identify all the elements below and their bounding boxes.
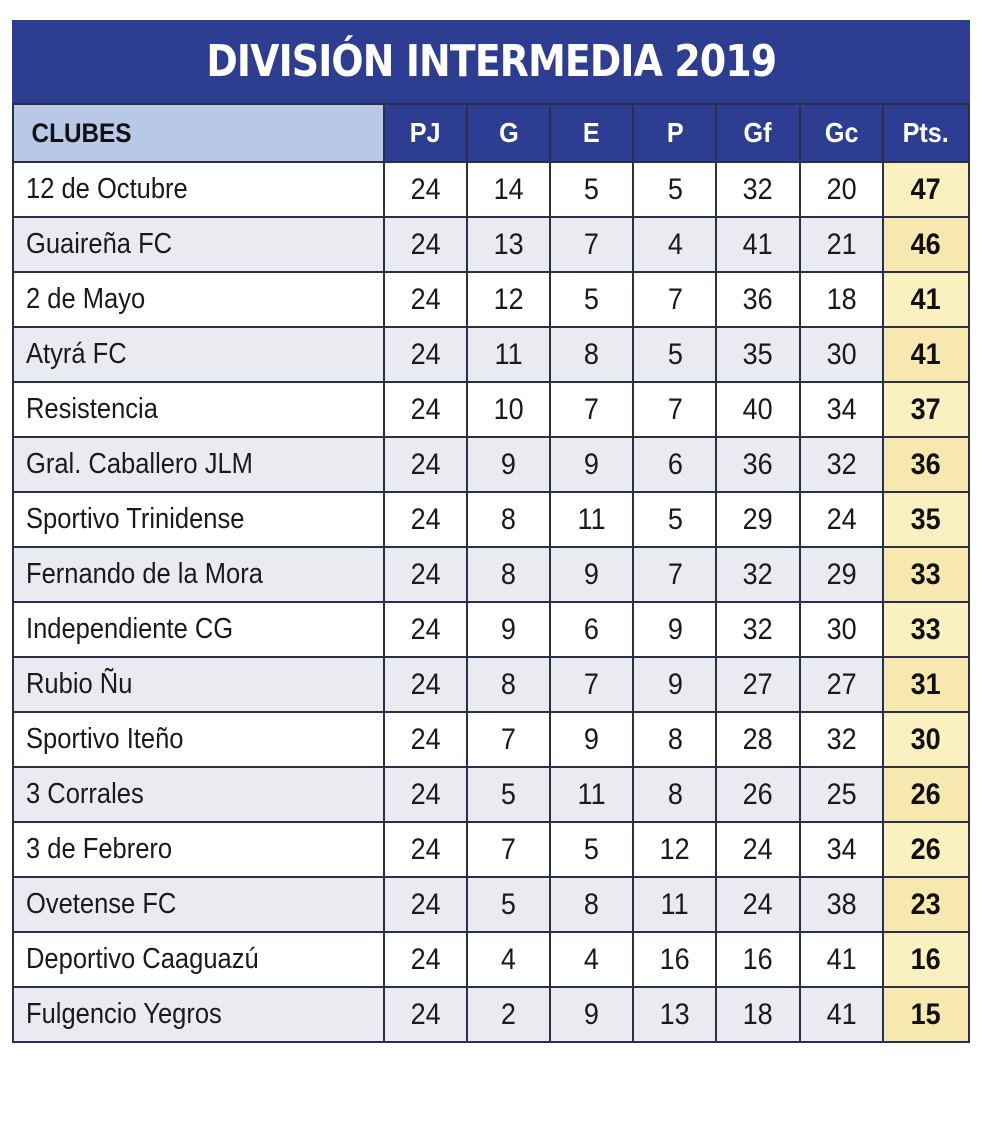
stat-cell-gc: 25 <box>800 767 883 822</box>
column-header-gf: Gf <box>716 104 799 162</box>
stat-cell-g: 4 <box>467 932 550 987</box>
stat-cell-pj: 24 <box>384 767 467 822</box>
stat-cell-p: 7 <box>633 382 716 437</box>
stat-cell-gc: 41 <box>800 987 883 1042</box>
stat-cell-pj: 24 <box>384 547 467 602</box>
stat-cell-gf: 36 <box>716 272 799 327</box>
stat-cell-pj: 24 <box>384 437 467 492</box>
column-header-pj: PJ <box>384 104 467 162</box>
stat-cell-gf: 41 <box>716 217 799 272</box>
stat-cell-e: 9 <box>550 987 633 1042</box>
stat-cell-pts: 26 <box>883 822 969 877</box>
stat-cell-pj: 24 <box>384 492 467 547</box>
club-name-cell: Sportivo Trinidense <box>13 492 384 547</box>
stat-cell-e: 8 <box>550 327 633 382</box>
club-name-cell: Rubio Ñu <box>13 657 384 712</box>
stat-cell-p: 7 <box>633 547 716 602</box>
stat-cell-p: 9 <box>633 602 716 657</box>
stat-cell-e: 5 <box>550 162 633 217</box>
stat-cell-e: 7 <box>550 657 633 712</box>
club-name-cell: Gral. Caballero JLM <box>13 437 384 492</box>
stat-cell-pts: 35 <box>883 492 969 547</box>
stat-cell-gc: 32 <box>800 437 883 492</box>
table-title: DIVISIÓN INTERMEDIA 2019 <box>206 36 776 87</box>
stat-cell-pts: 37 <box>883 382 969 437</box>
table-row <box>13 382 969 437</box>
stat-cell-gf: 32 <box>716 602 799 657</box>
stat-cell-gf: 40 <box>716 382 799 437</box>
club-name-cell: Ovetense FC <box>13 877 384 932</box>
stat-cell-p: 8 <box>633 767 716 822</box>
table-row <box>13 217 969 272</box>
stat-cell-p: 6 <box>633 437 716 492</box>
stat-cell-pj: 24 <box>384 162 467 217</box>
table-row <box>13 767 969 822</box>
column-header-e: E <box>550 104 633 162</box>
stat-cell-gf: 24 <box>716 877 799 932</box>
stat-cell-e: 11 <box>550 767 633 822</box>
column-header-clubes: CLUBES <box>13 104 384 162</box>
stat-cell-gc: 21 <box>800 217 883 272</box>
stat-cell-pts: 36 <box>883 437 969 492</box>
stat-cell-gf: 28 <box>716 712 799 767</box>
stat-cell-pts: 47 <box>883 162 969 217</box>
stat-cell-g: 7 <box>467 712 550 767</box>
stat-cell-g: 8 <box>467 657 550 712</box>
stat-cell-e: 6 <box>550 602 633 657</box>
stat-cell-gc: 30 <box>800 327 883 382</box>
stat-cell-gc: 20 <box>800 162 883 217</box>
stat-cell-g: 9 <box>467 602 550 657</box>
club-name-cell: Atyrá FC <box>13 327 384 382</box>
stat-cell-e: 9 <box>550 712 633 767</box>
table-row <box>13 602 969 657</box>
stat-cell-pts: 33 <box>883 602 969 657</box>
stat-cell-pj: 24 <box>384 602 467 657</box>
stat-cell-gc: 38 <box>800 877 883 932</box>
stat-cell-pj: 24 <box>384 822 467 877</box>
stat-cell-e: 4 <box>550 932 633 987</box>
stat-cell-pj: 24 <box>384 217 467 272</box>
club-name-cell: 3 de Febrero <box>13 822 384 877</box>
stat-cell-gc: 30 <box>800 602 883 657</box>
stat-cell-gf: 26 <box>716 767 799 822</box>
stat-cell-gc: 18 <box>800 272 883 327</box>
stat-cell-e: 11 <box>550 492 633 547</box>
column-header-g: G <box>467 104 550 162</box>
club-name-cell: Fulgencio Yegros <box>13 987 384 1042</box>
stat-cell-pj: 24 <box>384 272 467 327</box>
table-row <box>13 547 969 602</box>
stat-cell-gc: 27 <box>800 657 883 712</box>
club-name-cell: 2 de Mayo <box>13 272 384 327</box>
stat-cell-pts: 46 <box>883 217 969 272</box>
stat-cell-pj: 24 <box>384 987 467 1042</box>
table-row <box>13 932 969 987</box>
stat-cell-gf: 32 <box>716 162 799 217</box>
column-header-gc: Gc <box>800 104 883 162</box>
table-row <box>13 712 969 767</box>
stat-cell-g: 13 <box>467 217 550 272</box>
club-name-cell: Resistencia <box>13 382 384 437</box>
club-name-cell: Guaireña FC <box>13 217 384 272</box>
stat-cell-g: 7 <box>467 822 550 877</box>
stat-cell-gc: 29 <box>800 547 883 602</box>
stat-cell-gc: 34 <box>800 382 883 437</box>
stat-cell-gf: 27 <box>716 657 799 712</box>
stat-cell-pj: 24 <box>384 932 467 987</box>
stat-cell-pj: 24 <box>384 712 467 767</box>
table-row <box>13 987 969 1042</box>
club-name-cell: Deportivo Caaguazú <box>13 932 384 987</box>
table-row <box>13 162 969 217</box>
stat-cell-p: 5 <box>633 327 716 382</box>
title-bar <box>12 20 970 103</box>
stat-cell-p: 9 <box>633 657 716 712</box>
stat-cell-pj: 24 <box>384 877 467 932</box>
stat-cell-pts: 31 <box>883 657 969 712</box>
table-row <box>13 327 969 382</box>
stat-cell-pts: 16 <box>883 932 969 987</box>
standings-table-card <box>12 20 970 1043</box>
club-name-cell: 12 de Octubre <box>13 162 384 217</box>
stat-cell-p: 5 <box>633 492 716 547</box>
stat-cell-p: 5 <box>633 162 716 217</box>
stat-cell-p: 11 <box>633 877 716 932</box>
column-header-pts: Pts. <box>883 104 969 162</box>
table-row <box>13 492 969 547</box>
stat-cell-g: 12 <box>467 272 550 327</box>
stat-cell-pj: 24 <box>384 382 467 437</box>
stat-cell-p: 13 <box>633 987 716 1042</box>
stat-cell-gf: 35 <box>716 327 799 382</box>
table-body <box>13 162 969 1042</box>
stat-cell-gf: 16 <box>716 932 799 987</box>
stat-cell-e: 9 <box>550 437 633 492</box>
stat-cell-g: 8 <box>467 492 550 547</box>
stat-cell-e: 9 <box>550 547 633 602</box>
stat-cell-pts: 26 <box>883 767 969 822</box>
table-row <box>13 437 969 492</box>
table-row <box>13 877 969 932</box>
stat-cell-gc: 41 <box>800 932 883 987</box>
stat-cell-pts: 41 <box>883 327 969 382</box>
stat-cell-p: 7 <box>633 272 716 327</box>
stat-cell-e: 7 <box>550 217 633 272</box>
header-row <box>13 104 969 162</box>
stat-cell-pts: 30 <box>883 712 969 767</box>
club-name-cell: 3 Corrales <box>13 767 384 822</box>
stat-cell-g: 8 <box>467 547 550 602</box>
stat-cell-pj: 24 <box>384 657 467 712</box>
stat-cell-g: 10 <box>467 382 550 437</box>
table-row <box>13 272 969 327</box>
stat-cell-g: 11 <box>467 327 550 382</box>
stat-cell-pts: 41 <box>883 272 969 327</box>
stat-cell-pj: 24 <box>384 327 467 382</box>
stat-cell-gc: 24 <box>800 492 883 547</box>
stat-cell-g: 2 <box>467 987 550 1042</box>
stat-cell-gc: 32 <box>800 712 883 767</box>
stat-cell-pts: 33 <box>883 547 969 602</box>
stat-cell-g: 5 <box>467 767 550 822</box>
stat-cell-p: 12 <box>633 822 716 877</box>
table-row <box>13 657 969 712</box>
stat-cell-e: 7 <box>550 382 633 437</box>
stat-cell-gf: 29 <box>716 492 799 547</box>
stat-cell-gf: 18 <box>716 987 799 1042</box>
standings-table <box>12 103 970 1043</box>
stat-cell-p: 16 <box>633 932 716 987</box>
table-row <box>13 822 969 877</box>
stat-cell-p: 4 <box>633 217 716 272</box>
stat-cell-e: 5 <box>550 822 633 877</box>
stat-cell-g: 14 <box>467 162 550 217</box>
stat-cell-gf: 24 <box>716 822 799 877</box>
stat-cell-p: 8 <box>633 712 716 767</box>
stat-cell-pts: 23 <box>883 877 969 932</box>
stat-cell-gf: 36 <box>716 437 799 492</box>
stat-cell-g: 9 <box>467 437 550 492</box>
club-name-cell: Sportivo Iteño <box>13 712 384 767</box>
club-name-cell: Fernando de la Mora <box>13 547 384 602</box>
stat-cell-pts: 15 <box>883 987 969 1042</box>
stat-cell-e: 8 <box>550 877 633 932</box>
stat-cell-g: 5 <box>467 877 550 932</box>
stat-cell-e: 5 <box>550 272 633 327</box>
club-name-cell: Independiente CG <box>13 602 384 657</box>
column-header-p: P <box>633 104 716 162</box>
stat-cell-gc: 34 <box>800 822 883 877</box>
stat-cell-gf: 32 <box>716 547 799 602</box>
